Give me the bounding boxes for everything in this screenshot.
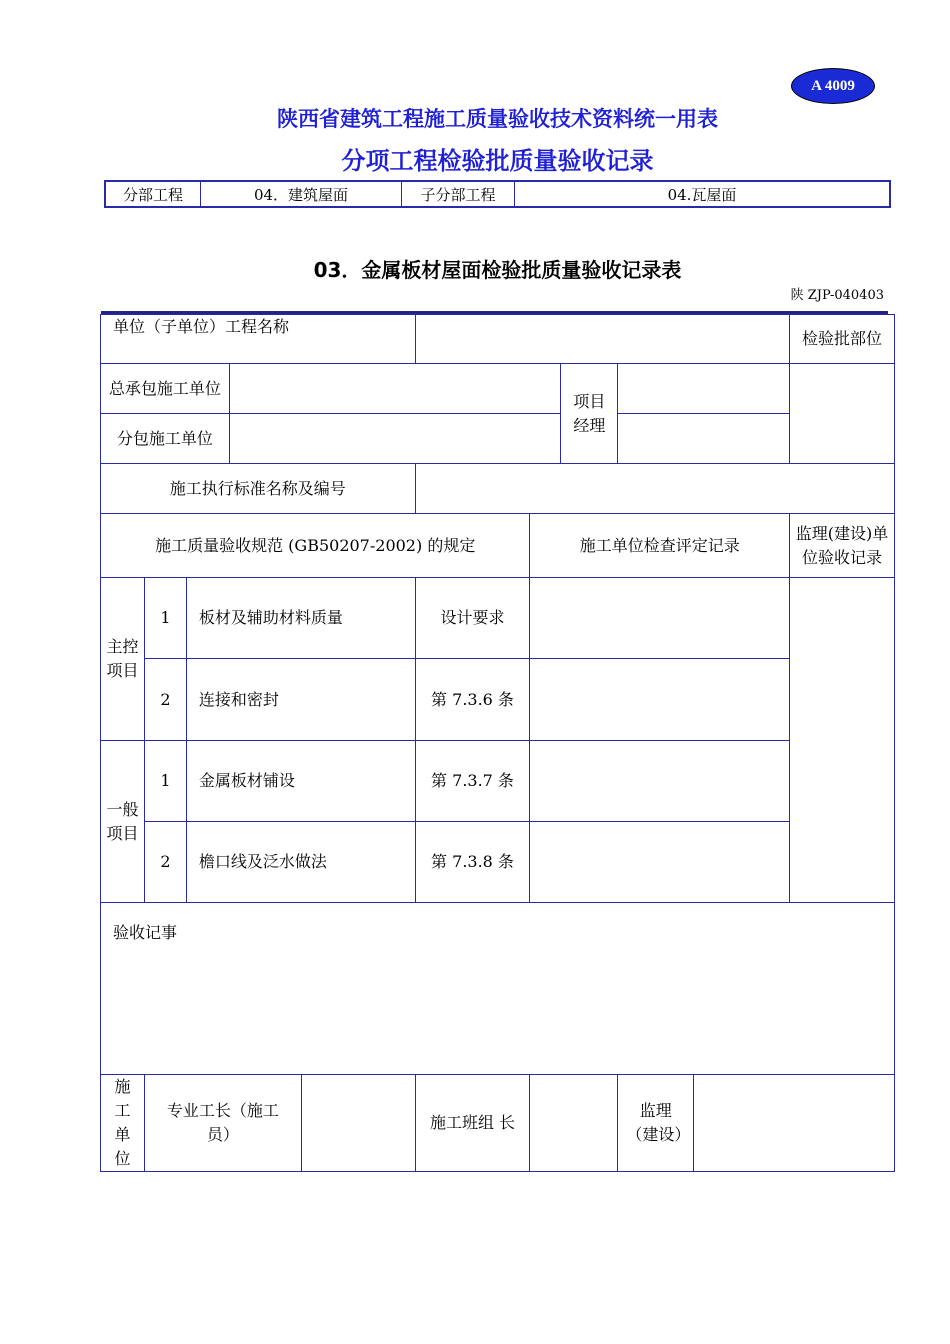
division-label: 分部工程 <box>105 181 201 207</box>
batch-location-field[interactable] <box>790 364 895 464</box>
item-number: 1 <box>144 741 186 822</box>
inspection-table <box>100 314 895 1172</box>
supervisor-signature-field[interactable] <box>694 1075 895 1172</box>
foreman-signature-field[interactable] <box>301 1075 415 1172</box>
supervision-record-field[interactable] <box>790 578 895 903</box>
supervisor-label: 监理（建设） <box>618 1075 694 1172</box>
item-number: 1 <box>144 578 186 659</box>
standard-field[interactable] <box>415 464 894 514</box>
project-manager-field-2[interactable] <box>618 414 790 464</box>
check-header: 施工单位检查评定记录 <box>530 514 790 578</box>
general-items-label: 一般项目 <box>101 741 145 903</box>
item-requirement: 第 7.3.8 条 <box>415 822 530 903</box>
team-leader-label: 施工班组 长 <box>415 1075 530 1172</box>
document-subtitle: 分项工程检验批质量验收记录 <box>341 147 654 175</box>
remarks-label: 验收记事 <box>113 923 178 942</box>
item-name: 板材及辅助材料质量 <box>186 578 415 659</box>
batch-location-label: 检验批部位 <box>790 315 895 364</box>
supervision-header: 监理(建设)单位验收记录 <box>790 514 895 578</box>
division-table <box>104 180 891 208</box>
general-contractor-label: 总承包施工单位 <box>101 364 230 414</box>
check-record-field[interactable] <box>530 741 790 822</box>
foreman-label: 专业工长（施工员） <box>144 1075 301 1172</box>
unit-name-label: 单位（子单位）工程名称 <box>101 315 416 364</box>
construction-unit-label: 施工单位 <box>101 1075 145 1172</box>
item-number: 2 <box>144 822 186 903</box>
item-name: 檐口线及泛水做法 <box>186 822 415 903</box>
check-record-field[interactable] <box>530 578 790 659</box>
form-code: 陕 ZJP-040403 <box>790 288 884 303</box>
item-name: 连接和密封 <box>186 659 415 741</box>
subdivision-label: 子分部工程 <box>402 181 515 207</box>
subdivision-value: 04.瓦屋面 <box>515 181 891 207</box>
spec-header: 施工质量验收规范 (GB50207-2002) 的规定 <box>101 514 530 578</box>
document-title: 陕西省建筑工程施工质量验收技术资料统一用表 <box>277 107 718 131</box>
project-manager-label: 项目经理 <box>561 364 618 464</box>
project-manager-field-1[interactable] <box>618 364 790 414</box>
item-number: 2 <box>144 659 186 741</box>
standard-label: 施工执行标准名称及编号 <box>101 464 416 514</box>
division-value: 04．建筑屋面 <box>201 181 402 207</box>
check-record-field[interactable] <box>530 822 790 903</box>
form-title: 03．金属板材屋面检验批质量验收记录表 <box>313 258 682 282</box>
team-leader-signature-field[interactable] <box>530 1075 618 1172</box>
main-control-label: 主控项目 <box>101 578 145 741</box>
item-requirement: 设计要求 <box>415 578 530 659</box>
item-requirement: 第 7.3.7 条 <box>415 741 530 822</box>
remarks-field[interactable] <box>101 903 895 1075</box>
general-contractor-field[interactable] <box>229 364 561 414</box>
item-requirement: 第 7.3.6 条 <box>415 659 530 741</box>
subcontractor-label: 分包施工单位 <box>101 414 230 464</box>
item-name: 金属板材铺设 <box>186 741 415 822</box>
form-number-badge: A 4009 <box>791 68 875 104</box>
check-record-field[interactable] <box>530 659 790 741</box>
unit-name-field[interactable] <box>415 315 790 364</box>
subcontractor-field[interactable] <box>229 414 561 464</box>
